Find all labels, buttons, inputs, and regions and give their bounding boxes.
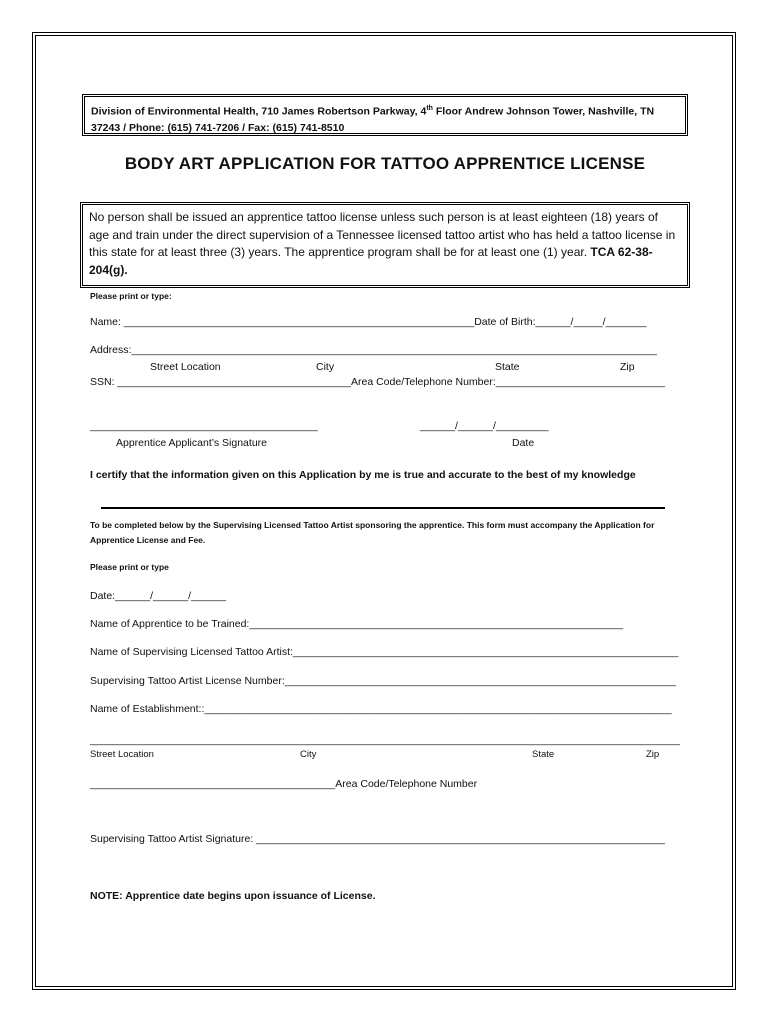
sup-zip-label: Zip	[646, 749, 660, 760]
state-label: State	[495, 361, 520, 373]
applicant-date-field[interactable]: ______/______/_________	[420, 420, 549, 432]
city-label: City	[316, 361, 335, 373]
name-dob-field[interactable]: Name: ____________________________________________________________Date of Birth:______/_____/_______	[90, 316, 647, 328]
header-superscript: th	[426, 105, 433, 112]
sup-city-label: City	[300, 749, 317, 760]
form-title: BODY ART APPLICATION FOR TATTOO APPRENTICE LICENSE	[124, 154, 646, 173]
legal-notice	[80, 202, 690, 288]
sup-state-label: State	[532, 749, 555, 760]
artist-license-number-field[interactable]: Supervising Tattoo Artist License Number:___________________________________________________________________	[90, 675, 676, 687]
zip-label: Zip	[620, 361, 635, 373]
notice-text: No person shall be issued an apprentice tattoo license unless such person is at least eighteen (18) years of age and train under the direct supervision of a Tennessee licensed tattoo artist who has held a tattoo license in this state for at least three (3) years. The apprentice program shall be for at least one (1) year.	[89, 210, 676, 259]
applicant-signature-field[interactable]: _______________________________________	[90, 420, 318, 432]
establishment-phone-field[interactable]: __________________________________________Area Code/Telephone Number	[90, 778, 478, 790]
applicant-signature-label: Apprentice Applicant’s Signature	[116, 437, 267, 449]
ssn-phone-field[interactable]: SSN: ________________________________________Area Code/Telephone Number:_____________________________	[90, 376, 666, 388]
street-location-label: Street Location	[150, 361, 221, 373]
sup-street-location-label: Street Location	[90, 749, 154, 760]
header-address-rest: Floor Andrew Johnson Tower, Nashville, TN	[432, 105, 655, 118]
address-field[interactable]: Address:__________________________________________________________________________________________	[90, 344, 657, 356]
apprentice-name-field[interactable]: Name of Apprentice to be Trained:________________________________________________________________	[90, 618, 624, 630]
supervisor-print-instruction: Please print or type	[90, 562, 169, 572]
notice-citation: TCA 62-38-204(g).	[89, 245, 653, 277]
establishment-address-field[interactable]: _____________________________________________________________________________________________________	[90, 734, 680, 746]
certification-statement: I certify that the information given on this Application by me is true and accurate to the best of my knowledge	[90, 469, 636, 481]
supervising-artist-signature-field[interactable]: Supervising Tattoo Artist Signature: ______________________________________________________________________	[90, 833, 665, 845]
section-divider	[101, 507, 665, 509]
establishment-name-field[interactable]: Name of Establishment::________________________________________________________________________________	[90, 703, 672, 715]
header-address-part: Division of Environmental Health, 710 James Robertson Parkway, 4	[91, 105, 427, 118]
supervisor-instruction: To be completed below by the Supervising Licensed Tattoo Artist sponsoring the apprentice. This form must accompany the Application for Apprentice License and Fee.	[90, 520, 655, 545]
supervisor-date-field[interactable]: Date:______/______/______	[90, 590, 227, 602]
agency-header	[82, 94, 688, 136]
print-instruction: Please print or type:	[90, 291, 172, 301]
header-line-2: 37243 / Phone: (615) 741-7206 / Fax: (615) 741-8510	[91, 121, 345, 134]
supervising-artist-name-field[interactable]: Name of Supervising Licensed Tattoo Artist:__________________________________________________________________	[90, 646, 679, 658]
license-note: NOTE: Apprentice date begins upon issuance of License.	[90, 890, 376, 902]
applicant-date-label: Date	[512, 437, 535, 449]
header-line-1	[91, 101, 679, 120]
page-border	[32, 32, 736, 990]
